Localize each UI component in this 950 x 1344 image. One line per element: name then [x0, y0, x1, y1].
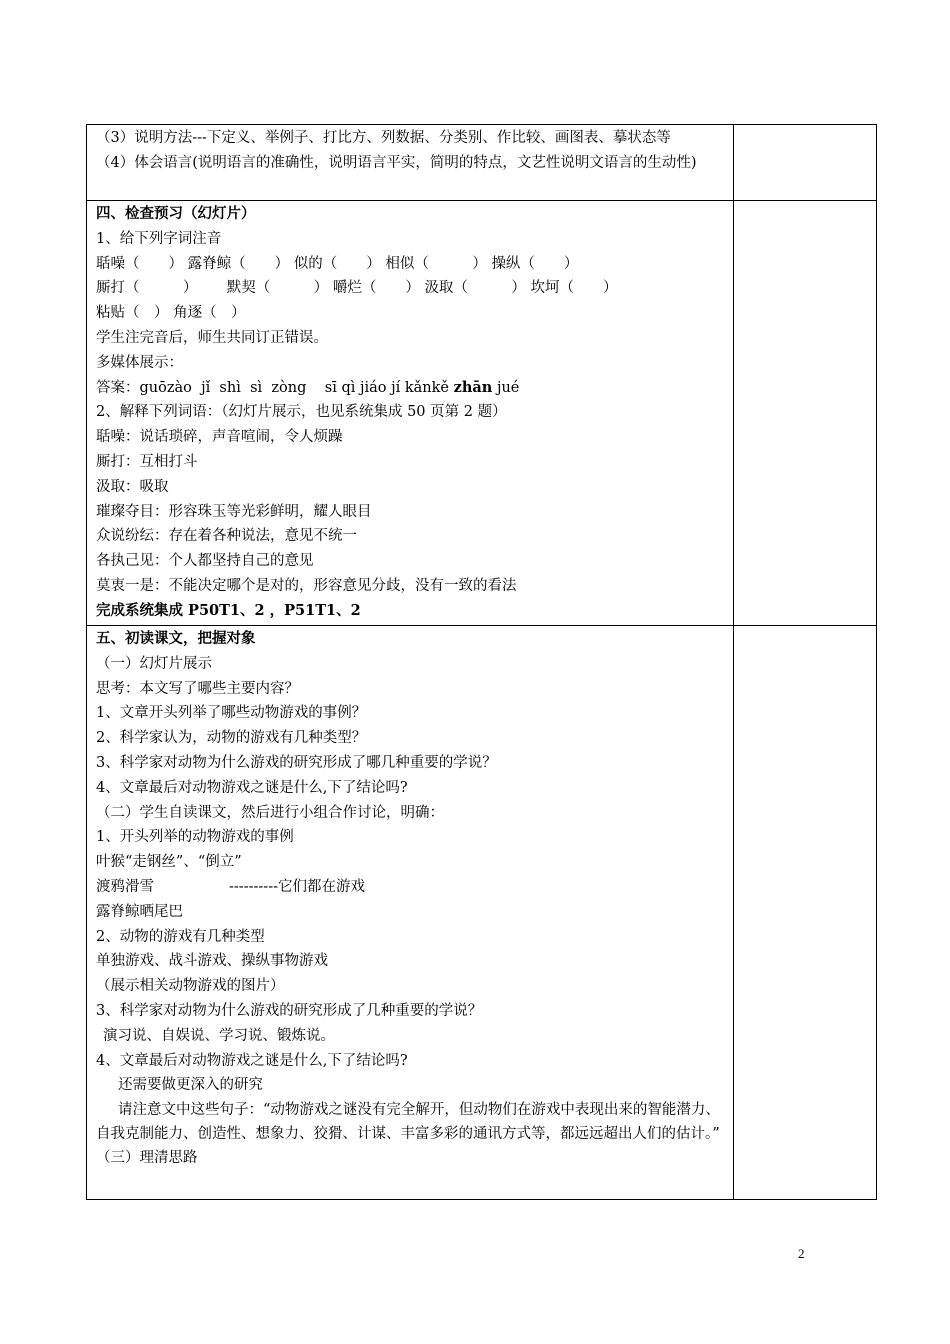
answer-pinyin: guōzào jǐ shì sì zòng sī qì jiáo jí kǎnkě — [139, 379, 450, 396]
notes-cell — [734, 201, 877, 626]
word-blank: 似的（ ） — [293, 255, 381, 272]
game-types: 单独游戏、战斗游戏、操纵事物游戏 — [96, 953, 328, 970]
word-blank: 厮打（ ） — [96, 280, 198, 297]
row-section-4 — [87, 201, 877, 626]
think-prompt: 思考：本文写了哪些主要内容？ — [96, 680, 299, 697]
definition-item: 璀璨夺目：形容珠玉等光彩鲜明，耀人眼目 — [96, 503, 372, 520]
example-3: 露脊鲸晒尾巴 — [96, 903, 183, 920]
row-section-5 — [87, 626, 877, 1200]
lesson-table — [86, 124, 877, 1200]
pinyin-row-1 — [96, 252, 733, 277]
definition-item: 各执己见：个人都坚持自己的意见 — [96, 553, 314, 570]
word-blank: 操纵（ ） — [491, 255, 579, 272]
section-5-title: 五、初读课文，把握对象 — [96, 630, 256, 647]
homework-task: 完成系统集成 P50T1、2 ，P51T1、2 — [96, 601, 361, 619]
answer-pinyin-tail: jué — [496, 379, 520, 396]
question-item: 1、文章开头列举了哪些动物游戏的事例？ — [96, 705, 367, 722]
question-item: 4、文章最后对动物游戏之谜是什么,下了结论吗? — [96, 779, 408, 796]
section-4-title: 四、检查预习（幻灯片） — [96, 205, 256, 222]
sub-heading-2: （二）学生自读课文，然后进行小组合作讨论，明确： — [96, 804, 444, 821]
example-2-text: 渡鸦滑雪 — [96, 878, 154, 895]
pinyin-row-2 — [96, 276, 733, 301]
section-3-cell — [87, 125, 734, 201]
answer-label: 答案： — [96, 379, 140, 396]
research-note: 还需要做更深入的研究 — [118, 1077, 263, 1094]
notes-cell — [734, 626, 877, 1200]
definition-item: 厮打：互相打斗 — [96, 453, 198, 470]
section-4-cell — [87, 201, 734, 626]
section-5-cell — [87, 626, 734, 1200]
example-1: 叶猴“走钢丝”、“倒立” — [96, 854, 242, 871]
definition-item: 聒噪：说话琐碎，声音喧闹，令人烦躁 — [96, 429, 343, 446]
question-item: 2、科学家认为，动物的游戏有几种类型？ — [96, 730, 367, 747]
answer-3: 3、科学家对动物为什么游戏的研究形成了几种重要的学说？ — [96, 1002, 483, 1019]
word-blank: 默契（ ） — [226, 280, 329, 297]
word-blank: 嚼烂（ ） — [332, 280, 420, 297]
answer-4: 4、文章最后对动物游戏之谜是什么,下了结论吗? — [96, 1052, 408, 1069]
definition-item: 汲取：吸取 — [96, 478, 169, 495]
answer-pinyin-bold: zhān — [453, 378, 493, 396]
question-item: 3、科学家对动物为什么游戏的研究形成了哪几种重要的学说？ — [96, 754, 497, 771]
answer-2: 2、动物的游戏有几种类型 — [96, 928, 265, 945]
explain-methods-line: （3）说明方法---下定义、举例子、打比方、列数据、分类别、作比较、画图表、摹状态等 — [96, 130, 671, 146]
word-blank: 相似（ ） — [385, 255, 487, 272]
sub-heading-3: （三）理清思路 — [96, 1150, 198, 1167]
sub-heading-1: （一）幻灯片展示 — [96, 655, 212, 672]
example-2-note: ----------它们都在游戏 — [229, 878, 365, 895]
definition-item: 莫衷一是：不能决定哪个是对的，形容意见分歧，没有一致的看法 — [96, 577, 517, 594]
answer-line — [96, 376, 733, 401]
notes-cell — [734, 125, 877, 201]
explain-question: 2、解释下列词语：（幻灯片展示，也见系统集成 50 页第 2 题） — [96, 404, 507, 421]
answer-1: 1、开头列举的动物游戏的事例 — [96, 829, 294, 846]
pinyin-question: 1、给下列字词注音 — [96, 230, 222, 247]
page-number: 2 — [798, 1246, 805, 1261]
word-blank: 粘贴（ ） — [96, 305, 169, 322]
definition-item: 众说纷纭：存在着各种说法，意见不统一 — [96, 528, 357, 545]
correction-note: 学生注完音后，师生共同订正错误。 — [96, 329, 328, 346]
quote-paragraph: 请注意文中这些句子：“动物游戏之谜没有完全解开，但动物们在游戏中表现出来的智能潜力、自我克制能力、创造性、想象力、狡猾、计谋、丰富多彩的通讯方式等，都远远超出人们的估计。” — [96, 1102, 720, 1143]
word-blank: 角逐（ ） — [173, 305, 246, 322]
picture-note: （展示相关动物游戏的图片） — [96, 978, 285, 995]
row-section-3 — [87, 125, 877, 201]
pinyin-row-3 — [96, 301, 733, 326]
media-label: 多媒体展示： — [96, 354, 183, 371]
language-line: （4）体会语言(说明语言的准确性，说明语言平实，简明的特点，文艺性说明文语言的生动性) — [96, 154, 697, 171]
word-blank: 坎坷（ ） — [530, 280, 618, 297]
word-blank: 聒噪（ ） — [96, 255, 183, 272]
theories: 演习说、自娱说、学习说、锻炼说。 — [103, 1027, 335, 1044]
word-blank: 汲取（ ） — [424, 280, 526, 297]
example-2 — [96, 875, 733, 900]
word-blank: 露脊鲸（ ） — [187, 255, 290, 272]
